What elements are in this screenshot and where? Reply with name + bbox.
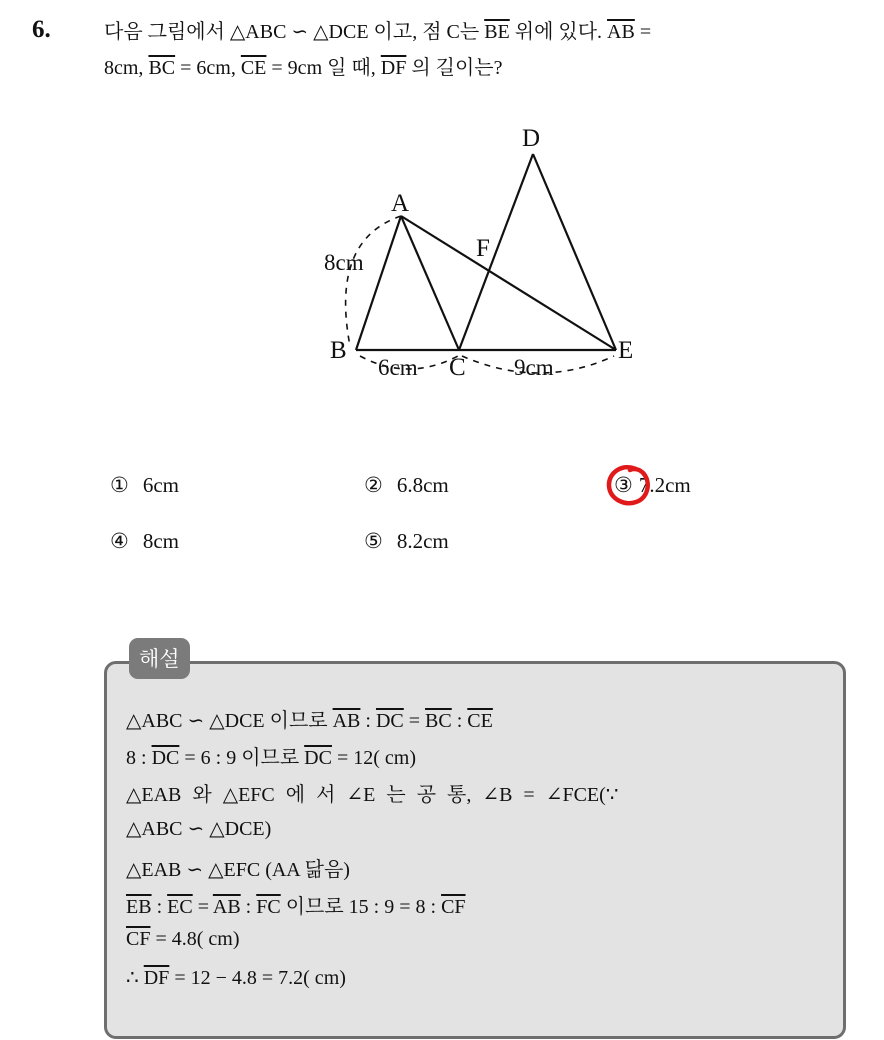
- answer-mark-circle-icon: [604, 463, 654, 509]
- segment-cd-line: [459, 154, 533, 350]
- label-e: E: [618, 337, 634, 364]
- question-text: [104, 14, 874, 86]
- label-f: F: [476, 235, 490, 262]
- segment-ae-line: [401, 216, 616, 350]
- segment-ab-line: [356, 216, 401, 350]
- solution-tab-label: 해설: [129, 638, 190, 679]
- solution-line-1: △ABC ∽ △DCE 이므로 $\overline{AB}$ : $\overline{DC} = \overline{BC}$ : $\overline{CE}$: [126, 710, 493, 732]
- label-c: C: [449, 354, 466, 381]
- choice-3[interactable]: ③ 7.2cm: [614, 473, 691, 497]
- choice-5[interactable]: ⑤ 8.2cm: [364, 529, 449, 553]
- solution-line-8: ∴ $\overline{DF} = 12 - 4.8 = 7.2$( cm): [126, 967, 346, 989]
- segment-ac-line: [401, 216, 459, 350]
- dim-ce: 9cm: [514, 355, 554, 380]
- arc-ab: [346, 216, 401, 346]
- solution-line-4: △ABC ∽ △DCE): [126, 818, 272, 840]
- question-line-1: 다음 그림에서 △ABC ∽ △DCE 이고, 점 C는 $\overline{BE}$ 위에 있다. $\overline{AB}$ =: [104, 21, 652, 43]
- segment-de-line: [533, 154, 616, 350]
- solution-line-6: $\overline{EB}$ : $\overline{EC} = \overline{AB}$ : $\overline{FC}$ 이므로 15 : 9 = 8 : $\overline{CF}$: [126, 896, 466, 918]
- choice-1[interactable]: ① 6cm: [110, 473, 179, 497]
- dim-bc: 6cm: [378, 355, 418, 380]
- triangle-figure: [300, 110, 660, 400]
- segment-ce: $\overline{CE}$: [240, 57, 267, 79]
- label-d: D: [522, 125, 541, 152]
- dim-ab: 8cm: [324, 250, 364, 275]
- solution-line-5: △EAB ∽ △EFC (AA 닮음): [126, 859, 350, 881]
- segment-ab: $\overline{AB}$: [607, 21, 635, 43]
- choice-2[interactable]: ② 6.8cm: [364, 473, 449, 497]
- label-b: B: [330, 337, 347, 364]
- segment-df: $\overline{DF}$: [380, 57, 407, 79]
- solution-line-7: $\overline{CF} = 4.8$( cm): [126, 928, 240, 950]
- question-number: 6.: [32, 16, 51, 43]
- label-a: A: [391, 190, 410, 217]
- choice-4[interactable]: ④ 8cm: [110, 529, 179, 553]
- question-line-2: 8cm, $\overline{BC} = 6cm$, $\overline{CE} = 9cm$ 일 때, $\overline{DF}$ 의 길이는?: [104, 57, 503, 79]
- solution-line-3: △EAB 와 △EFC 에 서 ∠E 는 공 통, ∠B = ∠FCE(∵: [126, 784, 619, 806]
- segment-be: $\overline{BE}$: [484, 21, 510, 43]
- solution-line-2: 8 : $\overline{DC} = 6$ : 9 이므로 $\overline{DC} = 12$( cm): [126, 747, 416, 769]
- segment-bc: $\overline{BC}$: [148, 57, 176, 79]
